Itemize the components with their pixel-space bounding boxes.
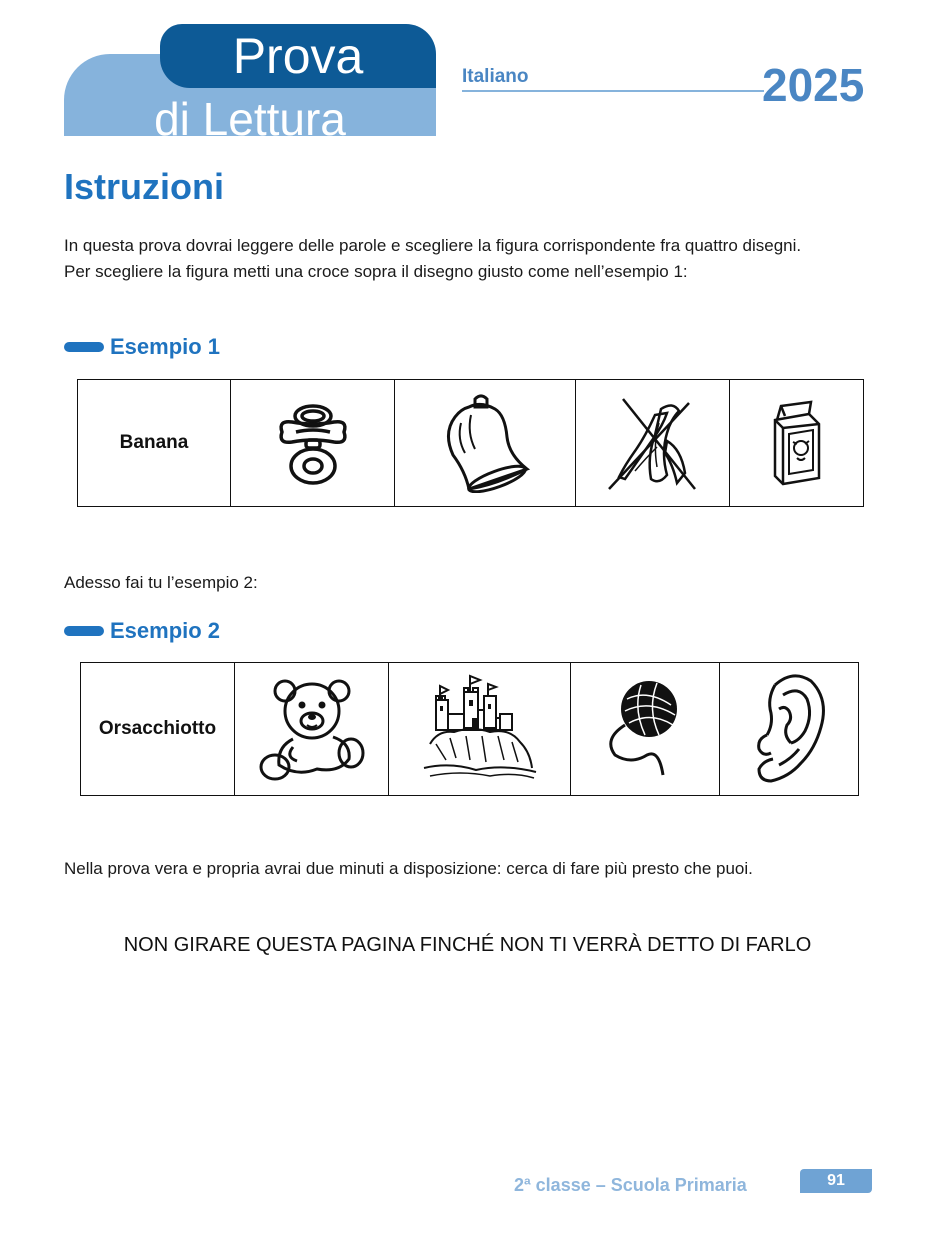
header-title-line1: Prova <box>232 28 364 84</box>
example1-option-1[interactable] <box>231 380 395 507</box>
example1-table <box>77 379 864 507</box>
milk-carton-icon <box>767 398 827 488</box>
example2-heading <box>64 618 220 644</box>
example2-option-4[interactable] <box>720 663 859 796</box>
header-rule <box>462 90 764 92</box>
castle-icon <box>420 674 540 784</box>
banana-icon <box>605 393 701 493</box>
example2-option-2[interactable] <box>389 663 571 796</box>
example1-title: Esempio 1 <box>110 334 221 359</box>
footer-text: 2ª classe – Scuola Primaria <box>514 1175 747 1195</box>
example1-heading <box>64 334 220 360</box>
heading-bar-icon <box>64 626 104 636</box>
page-number: 91 <box>800 1169 872 1193</box>
example1-word-cell <box>78 380 231 507</box>
header-subject: Italiano <box>462 66 529 87</box>
instructions-line2: Per scegliere la figura metti una croce sopra il disegno giusto come nell’esempio 1: <box>64 262 688 281</box>
pacifier-icon <box>268 398 358 488</box>
time-note: Nella prova vera e propria avrai due minuti a disposizione: cerca di fare più presto che puoi. <box>64 859 753 878</box>
example1-option-3-crossed[interactable] <box>576 380 730 507</box>
example1-word: Banana <box>119 432 189 453</box>
bell-icon <box>435 393 535 493</box>
example2-option-3[interactable] <box>571 663 720 796</box>
example1-option-4[interactable] <box>730 380 864 507</box>
heading-bar-icon <box>64 342 104 352</box>
example2-word: Orsacchiotto <box>98 718 217 739</box>
example2-table <box>80 662 859 796</box>
header-year: 2025 <box>762 59 865 111</box>
instructions-line1: In questa prova dovrai leggere delle parole e scegliere la figura corrispondente fra quattro disegni. <box>64 236 802 255</box>
teddy-bear-icon <box>257 673 367 785</box>
example2-word-cell <box>81 663 235 796</box>
ear-icon <box>749 669 829 789</box>
example2-option-1[interactable] <box>235 663 389 796</box>
warning-text: NON GIRARE QUESTA PAGINA FINCHÉ NON TI VERRÀ DETTO DI FARLO <box>123 934 812 956</box>
yarn-ball-icon <box>597 679 693 779</box>
transition-text: Adesso fai tu l’esempio 2: <box>64 573 258 592</box>
header-title-line2: di Lettura <box>154 93 346 136</box>
page-title: Istruzioni <box>64 166 224 207</box>
example2-title: Esempio 2 <box>110 618 221 643</box>
example1-option-2[interactable] <box>395 380 576 507</box>
